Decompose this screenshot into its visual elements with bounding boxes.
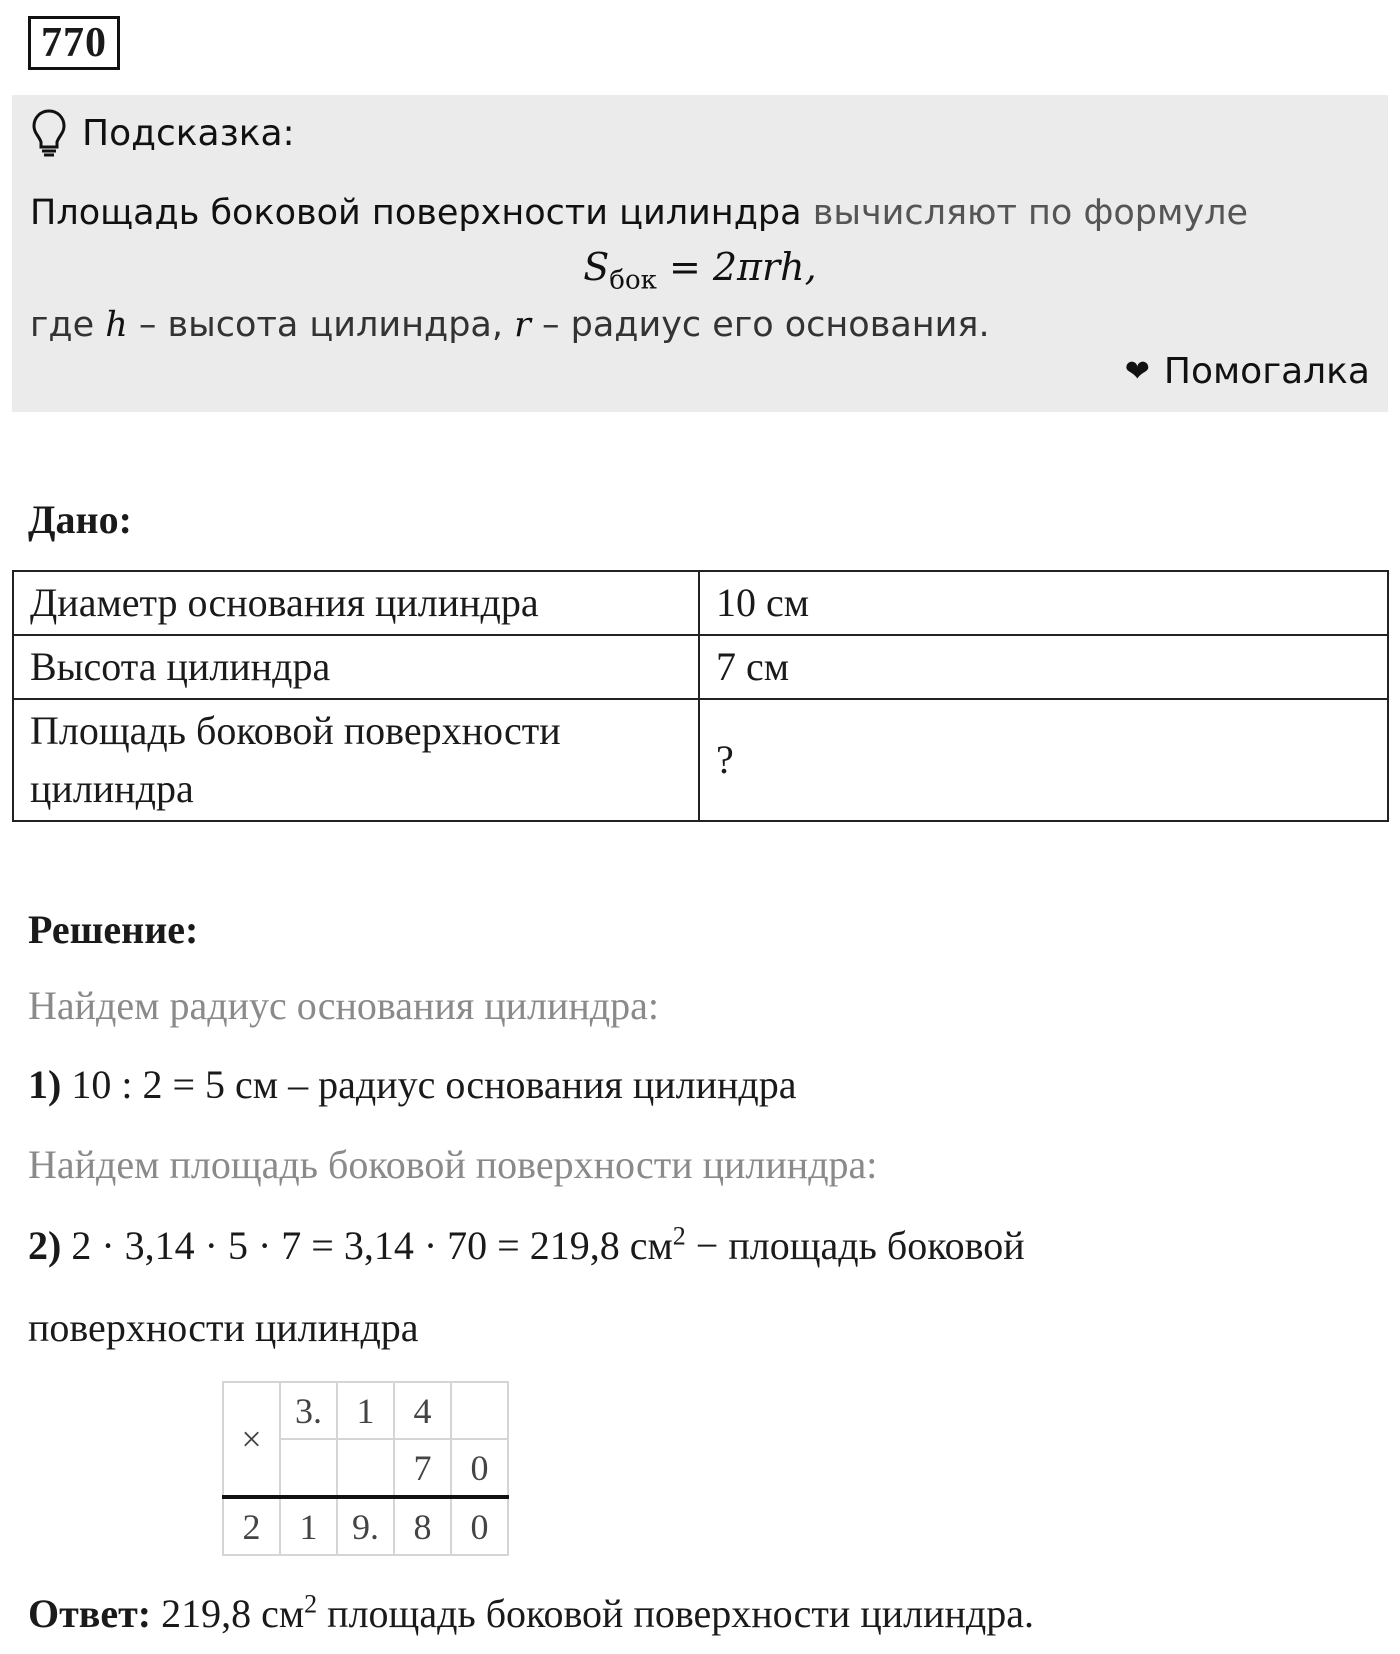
given-value: 7 см: [699, 635, 1388, 699]
given-value: ?: [699, 699, 1388, 821]
hint-var-text-c: – радиус его основания.: [530, 305, 990, 345]
table-row: [13, 635, 1388, 699]
formula-s: S: [583, 245, 610, 289]
hint-var-text-b: – высота цилиндра,: [127, 305, 515, 345]
hint-box: [12, 95, 1388, 412]
problem-number: 770: [28, 16, 120, 70]
hint-var-h: h: [105, 305, 128, 345]
hint-definition-rest: вычисляют по формуле: [801, 193, 1249, 233]
given-table: [12, 570, 1389, 822]
answer-tail: площадь боковой поверхности цилиндра.: [317, 1591, 1035, 1636]
table-row: [13, 699, 1388, 821]
given-label: Диаметр основания цилиндра: [13, 571, 699, 635]
calc-cell: 1: [337, 1382, 394, 1439]
calc-cell: 0: [451, 1497, 508, 1555]
step2-continuation: поверхности цилиндра: [28, 1305, 419, 1350]
hint-var-text-a: где: [30, 305, 106, 345]
calc-cell: 9.: [337, 1497, 394, 1555]
step1-text: 10 : 2 = 5 см – радиус основания цилиндра: [61, 1062, 797, 1107]
calc-result-row: [223, 1497, 508, 1555]
hint-title: Подсказка:: [82, 112, 295, 154]
given-title: Дано:: [28, 497, 132, 542]
brand-link[interactable]: [1125, 351, 1370, 392]
hint-var-r: r: [514, 305, 531, 345]
step2-number: 2): [28, 1223, 62, 1268]
answer-value: 219,8 см: [151, 1591, 305, 1636]
brand-label: Помогалка: [1163, 351, 1370, 392]
lightbulb-icon: [32, 109, 66, 157]
given-label: Площадь боковой поверхности цилиндра: [13, 699, 699, 821]
hint-header: [32, 109, 295, 157]
calc-cell: 4: [394, 1382, 451, 1439]
calc-row: [223, 1382, 508, 1439]
step1-number: 1): [28, 1062, 62, 1107]
answer-superscript: 2: [304, 1589, 318, 1619]
column-multiplication: [222, 1381, 509, 1556]
hint-variables: [30, 305, 990, 345]
answer: [28, 1590, 1034, 1637]
hint-bold-term: Площадь боковой поверхности цилиндра: [30, 193, 802, 233]
calc-cell: [337, 1439, 394, 1497]
step1: [28, 1061, 797, 1108]
calc-cell: [280, 1439, 337, 1497]
given-label: Высота цилиндра: [13, 635, 699, 699]
calc-cell: 8: [394, 1497, 451, 1555]
step2-comment: Найдем площадь боковой поверхности цилиндра:: [28, 1142, 878, 1187]
calc-cell: 0: [451, 1439, 508, 1497]
step2-text: 2 · 3,14 · 5 · 7 = 3,14 · 70 = 219,8 см: [61, 1223, 673, 1268]
solution-title: Решение:: [28, 907, 199, 952]
calc-cell: [451, 1382, 508, 1439]
step2: [28, 1222, 1025, 1269]
step1-comment: Найдем радиус основания цилиндра:: [28, 983, 660, 1028]
multiply-sign: ×: [223, 1382, 280, 1497]
answer-label: Ответ:: [28, 1591, 152, 1636]
formula-subscript: бок: [609, 265, 657, 296]
step2-tail: − площадь боковой: [685, 1223, 1025, 1268]
hint-definition: [30, 193, 1248, 233]
table-row: [13, 571, 1388, 635]
calc-cell: 2: [223, 1497, 280, 1555]
heart-icon: ❤: [1124, 354, 1150, 389]
calc-cell: 3.: [280, 1382, 337, 1439]
calc-cell: 1: [280, 1497, 337, 1555]
calc-cell: 7: [394, 1439, 451, 1497]
given-value: 10 см: [699, 571, 1388, 635]
formula-rest: = 2πrh,: [656, 245, 817, 289]
step2-superscript: 2: [672, 1221, 686, 1251]
hint-formula: [12, 245, 1388, 296]
